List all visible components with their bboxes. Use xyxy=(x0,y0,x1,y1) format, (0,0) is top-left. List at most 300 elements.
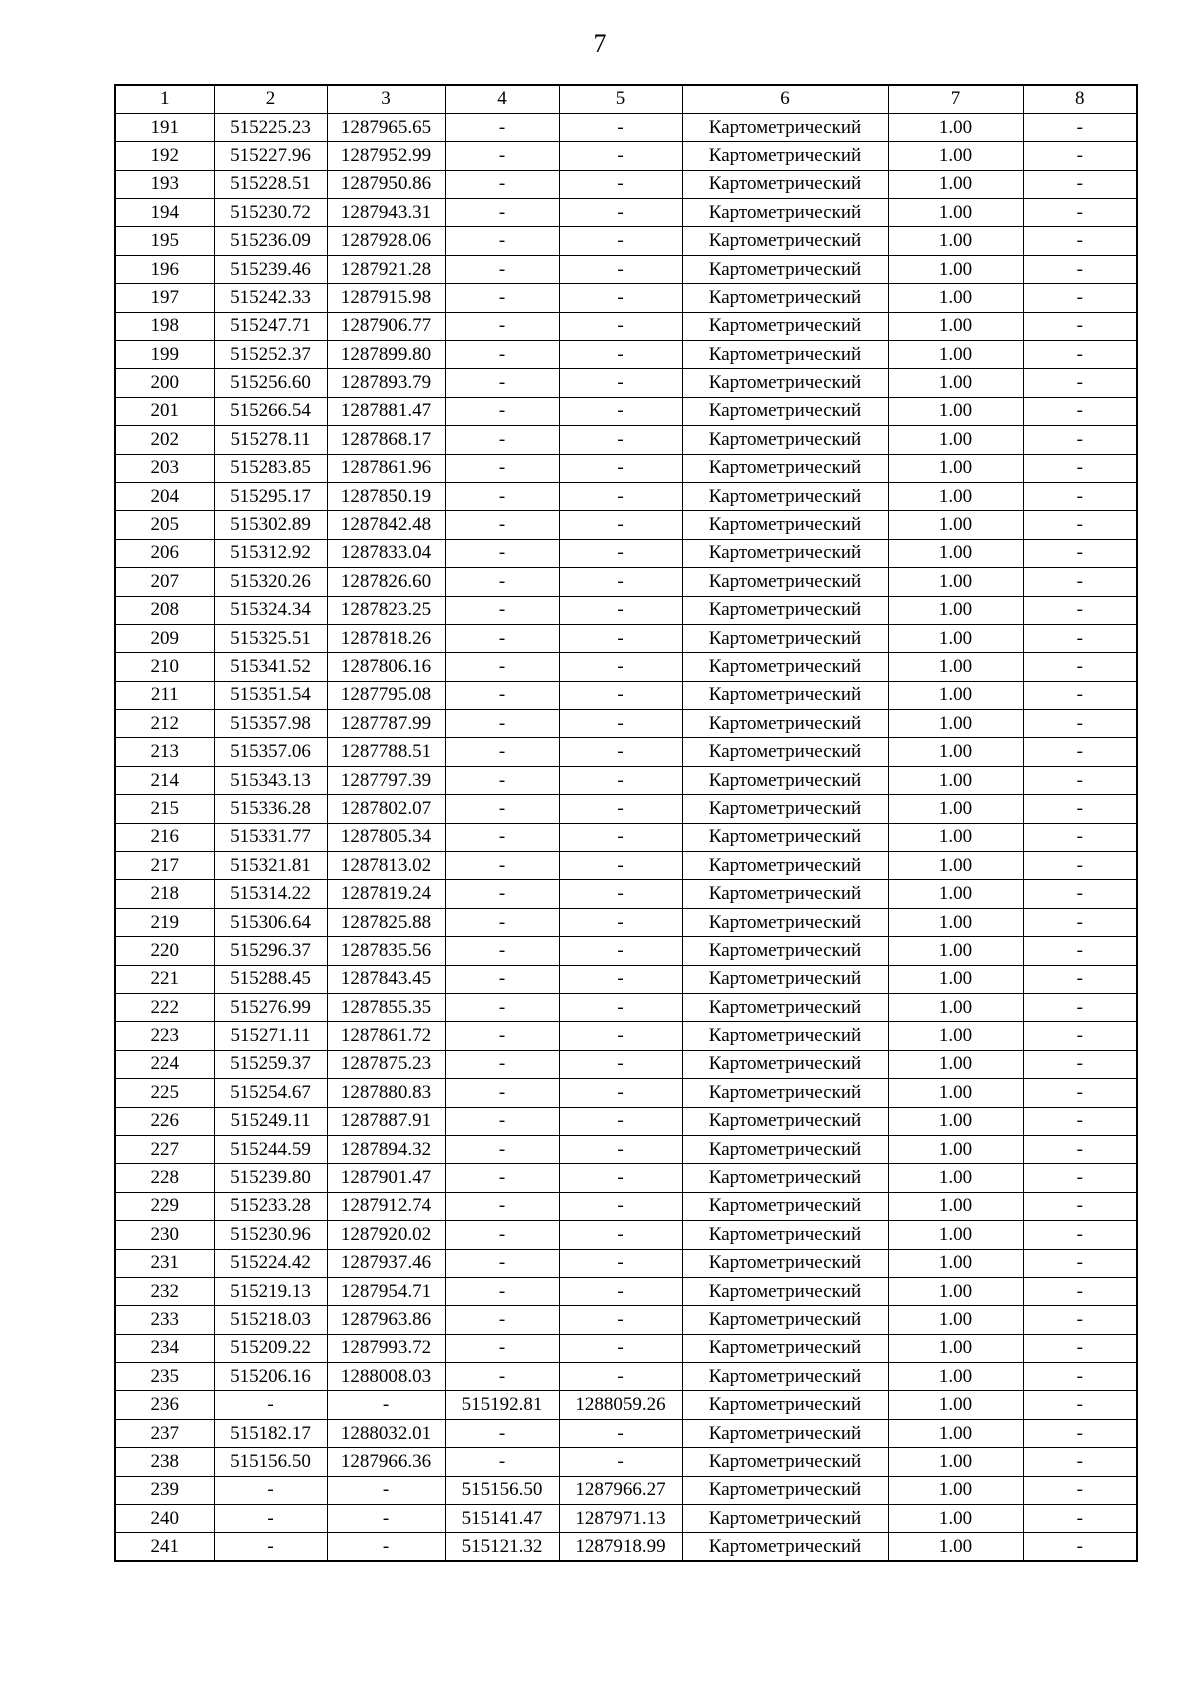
table-cell: Картометрический xyxy=(682,710,888,738)
table-cell: 515278.11 xyxy=(214,426,327,454)
table-cell: Картометрический xyxy=(682,823,888,851)
table-cell: 193 xyxy=(115,170,214,198)
table-cell: 1287868.17 xyxy=(327,426,445,454)
table-cell: - xyxy=(559,823,682,851)
table-cell: Картометрический xyxy=(682,341,888,369)
table-cell: - xyxy=(559,113,682,141)
table-cell: Картометрический xyxy=(682,681,888,709)
table-cell: 1287921.28 xyxy=(327,255,445,283)
table-row xyxy=(115,341,1137,369)
table-cell: Картометрический xyxy=(682,852,888,880)
table-cell: 229 xyxy=(115,1192,214,1220)
table-cell: 515233.28 xyxy=(214,1192,327,1220)
table-cell: - xyxy=(445,1448,559,1476)
table-cell: - xyxy=(559,766,682,794)
table-cell: - xyxy=(559,1277,682,1305)
table-cell: - xyxy=(559,1334,682,1362)
table-row xyxy=(115,1448,1137,1476)
table-row xyxy=(115,1476,1137,1504)
table-cell: - xyxy=(559,937,682,965)
table-cell: Картометрический xyxy=(682,1419,888,1447)
table-cell: 226 xyxy=(115,1107,214,1135)
table-cell: 213 xyxy=(115,738,214,766)
table-cell: - xyxy=(1023,454,1137,482)
table-cell: - xyxy=(445,1306,559,1334)
table-cell: Картометрический xyxy=(682,766,888,794)
table-cell: Картометрический xyxy=(682,965,888,993)
table-cell: 1.00 xyxy=(888,397,1023,425)
table-cell: 1288059.26 xyxy=(559,1391,682,1419)
table-cell: 1287965.65 xyxy=(327,113,445,141)
table-row xyxy=(115,369,1137,397)
table-cell: - xyxy=(559,397,682,425)
table-cell: - xyxy=(559,568,682,596)
table-cell: - xyxy=(1023,710,1137,738)
table-cell: - xyxy=(559,1107,682,1135)
table-cell: 1287802.07 xyxy=(327,795,445,823)
table-cell: 515325.51 xyxy=(214,624,327,652)
table-row xyxy=(115,738,1137,766)
table-cell: 1.00 xyxy=(888,823,1023,851)
table-header-row xyxy=(115,85,1137,113)
table-row xyxy=(115,823,1137,851)
table-cell: - xyxy=(559,1419,682,1447)
table-cell: - xyxy=(1023,1221,1137,1249)
table-cell: - xyxy=(445,312,559,340)
table-cell: Картометрический xyxy=(682,1079,888,1107)
table-cell: - xyxy=(1023,852,1137,880)
table-cell: 1.00 xyxy=(888,199,1023,227)
table-cell: 234 xyxy=(115,1334,214,1362)
table-row xyxy=(115,1306,1137,1334)
table-cell: - xyxy=(1023,1306,1137,1334)
table-cell: 200 xyxy=(115,369,214,397)
table-cell: 198 xyxy=(115,312,214,340)
table-cell: Картометрический xyxy=(682,227,888,255)
table-cell: 515227.96 xyxy=(214,142,327,170)
table-cell: 204 xyxy=(115,482,214,510)
table-cell: - xyxy=(559,426,682,454)
table-cell: 211 xyxy=(115,681,214,709)
table-cell: 515192.81 xyxy=(445,1391,559,1419)
table-cell: 1.00 xyxy=(888,113,1023,141)
table-cell: 515320.26 xyxy=(214,568,327,596)
column-header-4: 4 xyxy=(445,85,559,113)
table-cell: - xyxy=(559,965,682,993)
table-cell: - xyxy=(559,1164,682,1192)
table-row xyxy=(115,113,1137,141)
table-cell: - xyxy=(1023,511,1137,539)
table-cell: 515209.22 xyxy=(214,1334,327,1362)
table-cell: 515228.51 xyxy=(214,170,327,198)
table-cell: 240 xyxy=(115,1505,214,1533)
table-cell: Картометрический xyxy=(682,1476,888,1504)
table-cell: - xyxy=(1023,908,1137,936)
table-cell: - xyxy=(445,1107,559,1135)
table-cell: - xyxy=(1023,1164,1137,1192)
table-cell: 1.00 xyxy=(888,1476,1023,1504)
table-cell: 1287899.80 xyxy=(327,341,445,369)
table-cell: - xyxy=(1023,255,1137,283)
table-cell: 1287928.06 xyxy=(327,227,445,255)
table-cell: - xyxy=(1023,1022,1137,1050)
table-cell: 1.00 xyxy=(888,880,1023,908)
table-cell: 515254.67 xyxy=(214,1079,327,1107)
table-row xyxy=(115,965,1137,993)
table-row xyxy=(115,1533,1137,1561)
table-cell: 515230.72 xyxy=(214,199,327,227)
table-cell: 515283.85 xyxy=(214,454,327,482)
table-cell: 207 xyxy=(115,568,214,596)
table-cell: - xyxy=(445,795,559,823)
table-cell: - xyxy=(445,1419,559,1447)
table-row xyxy=(115,1249,1137,1277)
table-cell: - xyxy=(1023,1277,1137,1305)
page-number: 7 xyxy=(593,29,607,58)
table-cell: 1.00 xyxy=(888,426,1023,454)
table-cell: - xyxy=(445,1363,559,1391)
table-cell: 1.00 xyxy=(888,1022,1023,1050)
table-cell: 1287963.86 xyxy=(327,1306,445,1334)
table-cell: 515239.46 xyxy=(214,255,327,283)
table-cell: 227 xyxy=(115,1135,214,1163)
table-cell: 1.00 xyxy=(888,255,1023,283)
table-cell: - xyxy=(445,823,559,851)
table-cell: 515302.89 xyxy=(214,511,327,539)
table-cell: 1287825.88 xyxy=(327,908,445,936)
table-cell: 1.00 xyxy=(888,1419,1023,1447)
table-cell: 1287912.74 xyxy=(327,1192,445,1220)
table-cell: 1.00 xyxy=(888,965,1023,993)
table-cell: - xyxy=(327,1476,445,1504)
column-header-8: 8 xyxy=(1023,85,1137,113)
table-cell: - xyxy=(559,1192,682,1220)
table-cell: - xyxy=(559,142,682,170)
table-cell: - xyxy=(1023,994,1137,1022)
table-cell: 1.00 xyxy=(888,1164,1023,1192)
table-cell: 1.00 xyxy=(888,710,1023,738)
table-cell: 1.00 xyxy=(888,539,1023,567)
table-cell: - xyxy=(559,795,682,823)
table-cell: 1287894.32 xyxy=(327,1135,445,1163)
table-row xyxy=(115,653,1137,681)
table-cell: - xyxy=(445,1192,559,1220)
table-row xyxy=(115,170,1137,198)
table-cell: 515236.09 xyxy=(214,227,327,255)
table-row xyxy=(115,994,1137,1022)
table-cell: - xyxy=(1023,426,1137,454)
table-cell: - xyxy=(445,142,559,170)
table-cell: - xyxy=(1023,227,1137,255)
table-cell: Картометрический xyxy=(682,596,888,624)
table-cell: 515331.77 xyxy=(214,823,327,851)
table-row xyxy=(115,596,1137,624)
table-row xyxy=(115,852,1137,880)
table-row xyxy=(115,568,1137,596)
table-cell: Картометрический xyxy=(682,1107,888,1135)
table-cell: 195 xyxy=(115,227,214,255)
table-cell: Картометрический xyxy=(682,937,888,965)
table-cell: 1287906.77 xyxy=(327,312,445,340)
table-cell: 515156.50 xyxy=(214,1448,327,1476)
table-cell: Картометрический xyxy=(682,142,888,170)
table-cell: 218 xyxy=(115,880,214,908)
table-cell: - xyxy=(445,596,559,624)
table-cell: 199 xyxy=(115,341,214,369)
table-row xyxy=(115,1363,1137,1391)
table-cell: 1287823.25 xyxy=(327,596,445,624)
table-cell: - xyxy=(1023,312,1137,340)
table-cell: Картометрический xyxy=(682,454,888,482)
table-cell: - xyxy=(445,426,559,454)
table-cell: - xyxy=(1023,880,1137,908)
table-cell: 224 xyxy=(115,1050,214,1078)
coordinates-table xyxy=(114,84,1138,1562)
table-cell: 1.00 xyxy=(888,908,1023,936)
table-cell: Картометрический xyxy=(682,1363,888,1391)
table-cell: 237 xyxy=(115,1419,214,1447)
table-cell: - xyxy=(445,937,559,965)
table-cell: 238 xyxy=(115,1448,214,1476)
table-cell: - xyxy=(559,454,682,482)
table-cell: 217 xyxy=(115,852,214,880)
table-cell: 1.00 xyxy=(888,937,1023,965)
table-cell: 515314.22 xyxy=(214,880,327,908)
table-cell: 1.00 xyxy=(888,1391,1023,1419)
table-cell: Картометрический xyxy=(682,1448,888,1476)
table-cell: 515224.42 xyxy=(214,1249,327,1277)
table-cell: - xyxy=(445,1221,559,1249)
table-cell: 1.00 xyxy=(888,1107,1023,1135)
table-cell: 1287993.72 xyxy=(327,1334,445,1362)
table-cell: - xyxy=(559,880,682,908)
table-cell: Картометрический xyxy=(682,1277,888,1305)
column-header-7: 7 xyxy=(888,85,1023,113)
table-cell: - xyxy=(1023,1334,1137,1362)
table-cell: 1287915.98 xyxy=(327,284,445,312)
table-cell: 515276.99 xyxy=(214,994,327,1022)
table-row xyxy=(115,908,1137,936)
table-cell: Картометрический xyxy=(682,1249,888,1277)
table-cell: 515225.23 xyxy=(214,113,327,141)
table-cell: - xyxy=(445,880,559,908)
table-cell: Картометрический xyxy=(682,1334,888,1362)
table-cell: 1287971.13 xyxy=(559,1505,682,1533)
table-cell: 225 xyxy=(115,1079,214,1107)
table-cell: - xyxy=(1023,397,1137,425)
table-cell: - xyxy=(1023,482,1137,510)
table-cell: 241 xyxy=(115,1533,214,1561)
table-row xyxy=(115,624,1137,652)
table-row xyxy=(115,1391,1137,1419)
table-cell: - xyxy=(445,199,559,227)
table-cell: - xyxy=(445,539,559,567)
table-cell: 205 xyxy=(115,511,214,539)
table-cell: Картометрический xyxy=(682,1505,888,1533)
table-cell: - xyxy=(327,1391,445,1419)
table-cell: - xyxy=(445,454,559,482)
table-row xyxy=(115,1135,1137,1163)
table-cell: Картометрический xyxy=(682,908,888,936)
table-row xyxy=(115,1277,1137,1305)
table-cell: 1287893.79 xyxy=(327,369,445,397)
table-cell: - xyxy=(1023,568,1137,596)
table-cell: 515296.37 xyxy=(214,937,327,965)
table-cell: - xyxy=(1023,1135,1137,1163)
table-cell: - xyxy=(559,908,682,936)
table-cell: 206 xyxy=(115,539,214,567)
table-cell: 515247.71 xyxy=(214,312,327,340)
table-cell: Картометрический xyxy=(682,1391,888,1419)
table-row xyxy=(115,1050,1137,1078)
table-cell: - xyxy=(445,284,559,312)
table-row xyxy=(115,1221,1137,1249)
table-cell: Картометрический xyxy=(682,1050,888,1078)
table-cell: 515271.11 xyxy=(214,1022,327,1050)
table-cell: 219 xyxy=(115,908,214,936)
table-cell: 1.00 xyxy=(888,568,1023,596)
table-cell: 1.00 xyxy=(888,1505,1023,1533)
table-cell: 1287881.47 xyxy=(327,397,445,425)
table-cell: 515288.45 xyxy=(214,965,327,993)
table-cell: Картометрический xyxy=(682,170,888,198)
table-cell: 209 xyxy=(115,624,214,652)
table-cell: 515266.54 xyxy=(214,397,327,425)
table-cell: - xyxy=(445,653,559,681)
table-cell: - xyxy=(445,1164,559,1192)
table-cell: 1287835.56 xyxy=(327,937,445,965)
table-cell: - xyxy=(445,1050,559,1078)
table-cell: - xyxy=(445,397,559,425)
table-cell: 203 xyxy=(115,454,214,482)
table-cell: 515343.13 xyxy=(214,766,327,794)
table-cell: 515182.17 xyxy=(214,1419,327,1447)
table-cell: - xyxy=(1023,284,1137,312)
table-cell: 1287918.99 xyxy=(559,1533,682,1561)
table-cell: 1.00 xyxy=(888,1533,1023,1561)
table-cell: 1.00 xyxy=(888,681,1023,709)
table-cell: 1287887.91 xyxy=(327,1107,445,1135)
table-cell: Картометрический xyxy=(682,1164,888,1192)
table-row xyxy=(115,142,1137,170)
table-cell: - xyxy=(559,738,682,766)
table-cell: 515141.47 xyxy=(445,1505,559,1533)
table-row xyxy=(115,426,1137,454)
table-row xyxy=(115,312,1137,340)
table-cell: - xyxy=(445,1334,559,1362)
table-cell: 197 xyxy=(115,284,214,312)
table-cell: - xyxy=(445,766,559,794)
table-cell: - xyxy=(559,710,682,738)
table-cell: - xyxy=(559,1448,682,1476)
table-cell: 1288032.01 xyxy=(327,1419,445,1447)
table-cell: 1.00 xyxy=(888,312,1023,340)
table-cell: - xyxy=(559,1306,682,1334)
table-cell: - xyxy=(445,341,559,369)
table-cell: 1.00 xyxy=(888,1277,1023,1305)
table-row xyxy=(115,454,1137,482)
table-cell: 1287818.26 xyxy=(327,624,445,652)
table-row xyxy=(115,284,1137,312)
table-cell: 1.00 xyxy=(888,852,1023,880)
table-cell: Картометрический xyxy=(682,284,888,312)
table-cell: 1.00 xyxy=(888,596,1023,624)
table-row xyxy=(115,710,1137,738)
table-cell: - xyxy=(1023,1249,1137,1277)
table-cell: 1.00 xyxy=(888,738,1023,766)
table-cell: - xyxy=(445,710,559,738)
table-cell: Картометрический xyxy=(682,1022,888,1050)
table-cell: 1287787.99 xyxy=(327,710,445,738)
table-cell: 1287843.45 xyxy=(327,965,445,993)
table-row xyxy=(115,880,1137,908)
table-cell: - xyxy=(445,738,559,766)
table-cell: Картометрический xyxy=(682,312,888,340)
table-cell: 1287950.86 xyxy=(327,170,445,198)
table-cell: - xyxy=(1023,170,1137,198)
table-cell: 1287842.48 xyxy=(327,511,445,539)
table-cell: - xyxy=(445,908,559,936)
table-cell: 515249.11 xyxy=(214,1107,327,1135)
table-cell: - xyxy=(445,1022,559,1050)
table-cell: - xyxy=(559,852,682,880)
table-cell: - xyxy=(214,1391,327,1419)
table-cell: 1.00 xyxy=(888,1221,1023,1249)
table-cell: 1.00 xyxy=(888,1135,1023,1163)
table-cell: Картометрический xyxy=(682,624,888,652)
table-cell: - xyxy=(1023,1391,1137,1419)
table-cell: - xyxy=(559,511,682,539)
table-cell: 230 xyxy=(115,1221,214,1249)
table-row xyxy=(115,1107,1137,1135)
table-cell: - xyxy=(445,1277,559,1305)
table-cell: Картометрический xyxy=(682,255,888,283)
table-cell: 215 xyxy=(115,795,214,823)
table-cell: 1287966.36 xyxy=(327,1448,445,1476)
table-cell: 1.00 xyxy=(888,1306,1023,1334)
table-cell: - xyxy=(445,227,559,255)
table-cell: 232 xyxy=(115,1277,214,1305)
table-cell: 1287826.60 xyxy=(327,568,445,596)
table-cell: 515259.37 xyxy=(214,1050,327,1078)
table-cell: 1287875.23 xyxy=(327,1050,445,1078)
column-header-3: 3 xyxy=(327,85,445,113)
column-header-2: 2 xyxy=(214,85,327,113)
table-row xyxy=(115,681,1137,709)
table-cell: 201 xyxy=(115,397,214,425)
table-cell: - xyxy=(559,653,682,681)
table-cell: 210 xyxy=(115,653,214,681)
table-cell: - xyxy=(559,994,682,1022)
table-cell: - xyxy=(445,1079,559,1107)
table-cell: - xyxy=(1023,1050,1137,1078)
table-cell: 515357.98 xyxy=(214,710,327,738)
table-cell: - xyxy=(1023,1505,1137,1533)
table-cell: - xyxy=(214,1533,327,1561)
table-cell: 235 xyxy=(115,1363,214,1391)
table-cell: - xyxy=(445,170,559,198)
table-cell: - xyxy=(1023,1079,1137,1107)
table-cell: 1287861.72 xyxy=(327,1022,445,1050)
table-row xyxy=(115,1164,1137,1192)
table-cell: - xyxy=(445,624,559,652)
table-cell: - xyxy=(445,1135,559,1163)
table-cell: - xyxy=(445,994,559,1022)
table-row xyxy=(115,1505,1137,1533)
table-cell: - xyxy=(1023,937,1137,965)
table-cell: 1.00 xyxy=(888,795,1023,823)
table-cell: 1287797.39 xyxy=(327,766,445,794)
